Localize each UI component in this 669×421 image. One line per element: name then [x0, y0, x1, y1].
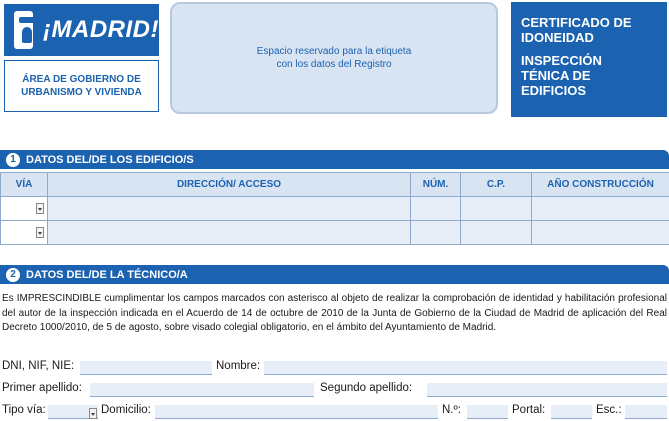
- cp-input[interactable]: [461, 221, 532, 245]
- nombre-label: Nombre:: [216, 360, 261, 372]
- table-header-row: [1, 173, 669, 197]
- cert-title-line-1: CERTIFICADO DE: [521, 15, 632, 30]
- col-cp: C.P.: [461, 173, 532, 197]
- portal-input[interactable]: [551, 405, 592, 419]
- section-1-header: [0, 150, 669, 169]
- area-box: [4, 60, 159, 112]
- num-input[interactable]: [411, 221, 461, 245]
- building-table: [0, 172, 669, 245]
- table-row: [1, 221, 669, 245]
- form-row-apellidos: [0, 382, 669, 398]
- dni-label: DNI, NIF, NIE:: [2, 360, 75, 372]
- domicilio-label: Domicilio:: [101, 404, 151, 416]
- escalera-input[interactable]: [625, 405, 667, 419]
- segundo-apellido-input[interactable]: [427, 383, 667, 397]
- anio-input[interactable]: [532, 197, 669, 221]
- direccion-input[interactable]: [48, 221, 411, 245]
- cert-title-line-5: EDIFICIOS: [521, 82, 587, 98]
- tipo-via-label: Tipo vía:: [2, 404, 46, 416]
- primer-apellido-input[interactable]: [90, 383, 314, 397]
- col-via: VÍA: [1, 173, 48, 197]
- form-row-dni: [0, 360, 669, 376]
- direccion-input[interactable]: [48, 197, 411, 221]
- col-direccion: DIRECCIÓN/ ACCESO: [48, 173, 411, 197]
- registry-text: Espacio reservado para la etiqueta con los datos del Registro: [256, 45, 412, 70]
- col-anio: AÑO CONSTRUCCIÓN: [532, 173, 669, 197]
- registry-label-area: [170, 2, 498, 114]
- crest-icon: [14, 11, 33, 49]
- escalera-label: Esc.:: [596, 404, 622, 416]
- dropdown-arrow-icon[interactable]: [36, 203, 44, 214]
- area-label: ÁREA DE GOBIERNO DE URBANISMO Y VIVIENDA: [21, 73, 142, 98]
- via-select[interactable]: [1, 197, 48, 221]
- num-input[interactable]: [411, 197, 461, 221]
- segundo-apellido-label: Segundo apellido:: [320, 382, 413, 394]
- section-2-number: 2: [6, 268, 20, 282]
- primer-apellido-label: Primer apellido:: [2, 382, 82, 394]
- anio-input[interactable]: [532, 221, 669, 245]
- section-2-header: [0, 265, 669, 284]
- table-row: [1, 197, 669, 221]
- via-select[interactable]: [1, 221, 48, 245]
- certificate-title-box: [511, 2, 667, 117]
- section-1-number: 1: [6, 153, 20, 167]
- dni-input[interactable]: [80, 361, 212, 375]
- numero-label: N.º:: [442, 404, 461, 416]
- dropdown-arrow-icon[interactable]: [36, 227, 44, 238]
- section-1-title: DATOS DEL/DE LOS EDIFICIO/S: [26, 153, 194, 166]
- domicilio-input[interactable]: [155, 405, 438, 419]
- cert-title-line-3: INSPECCIÓN: [521, 52, 602, 68]
- madrid-logo: [4, 4, 159, 56]
- numero-input[interactable]: [467, 405, 508, 419]
- col-num: NÚM.: [411, 173, 461, 197]
- cp-input[interactable]: [461, 197, 532, 221]
- cert-title-line-2: IDONEIDAD: [521, 29, 594, 45]
- logo-text: ¡MADRID!: [43, 16, 159, 43]
- section-2-title: DATOS DEL/DE LA TÉCNICO/A: [26, 268, 188, 281]
- dropdown-arrow-icon[interactable]: [89, 408, 97, 419]
- nombre-input[interactable]: [264, 361, 667, 375]
- portal-label: Portal:: [512, 404, 546, 416]
- cert-title-line-4: TÉNICA DE: [521, 67, 591, 83]
- instructions-paragraph: Es IMPRESCINDIBLE cumplimentar los campos marcados con asterisco al objeto de realizar la comprobación de identidad y habilitación profesional del autor de la inspección indicada en el Acuerdo de 14 de octubre de 2010 de la Junta de Gobierno de la Ciudad de Madrid de aplicación del Real Decreto 1000/2010, de 5 de agosto, sobre visado colegial obligatorio, en el ámbito del Ayuntamiento de Madrid.: [2, 293, 667, 333]
- form-row-domicilio: [0, 404, 669, 420]
